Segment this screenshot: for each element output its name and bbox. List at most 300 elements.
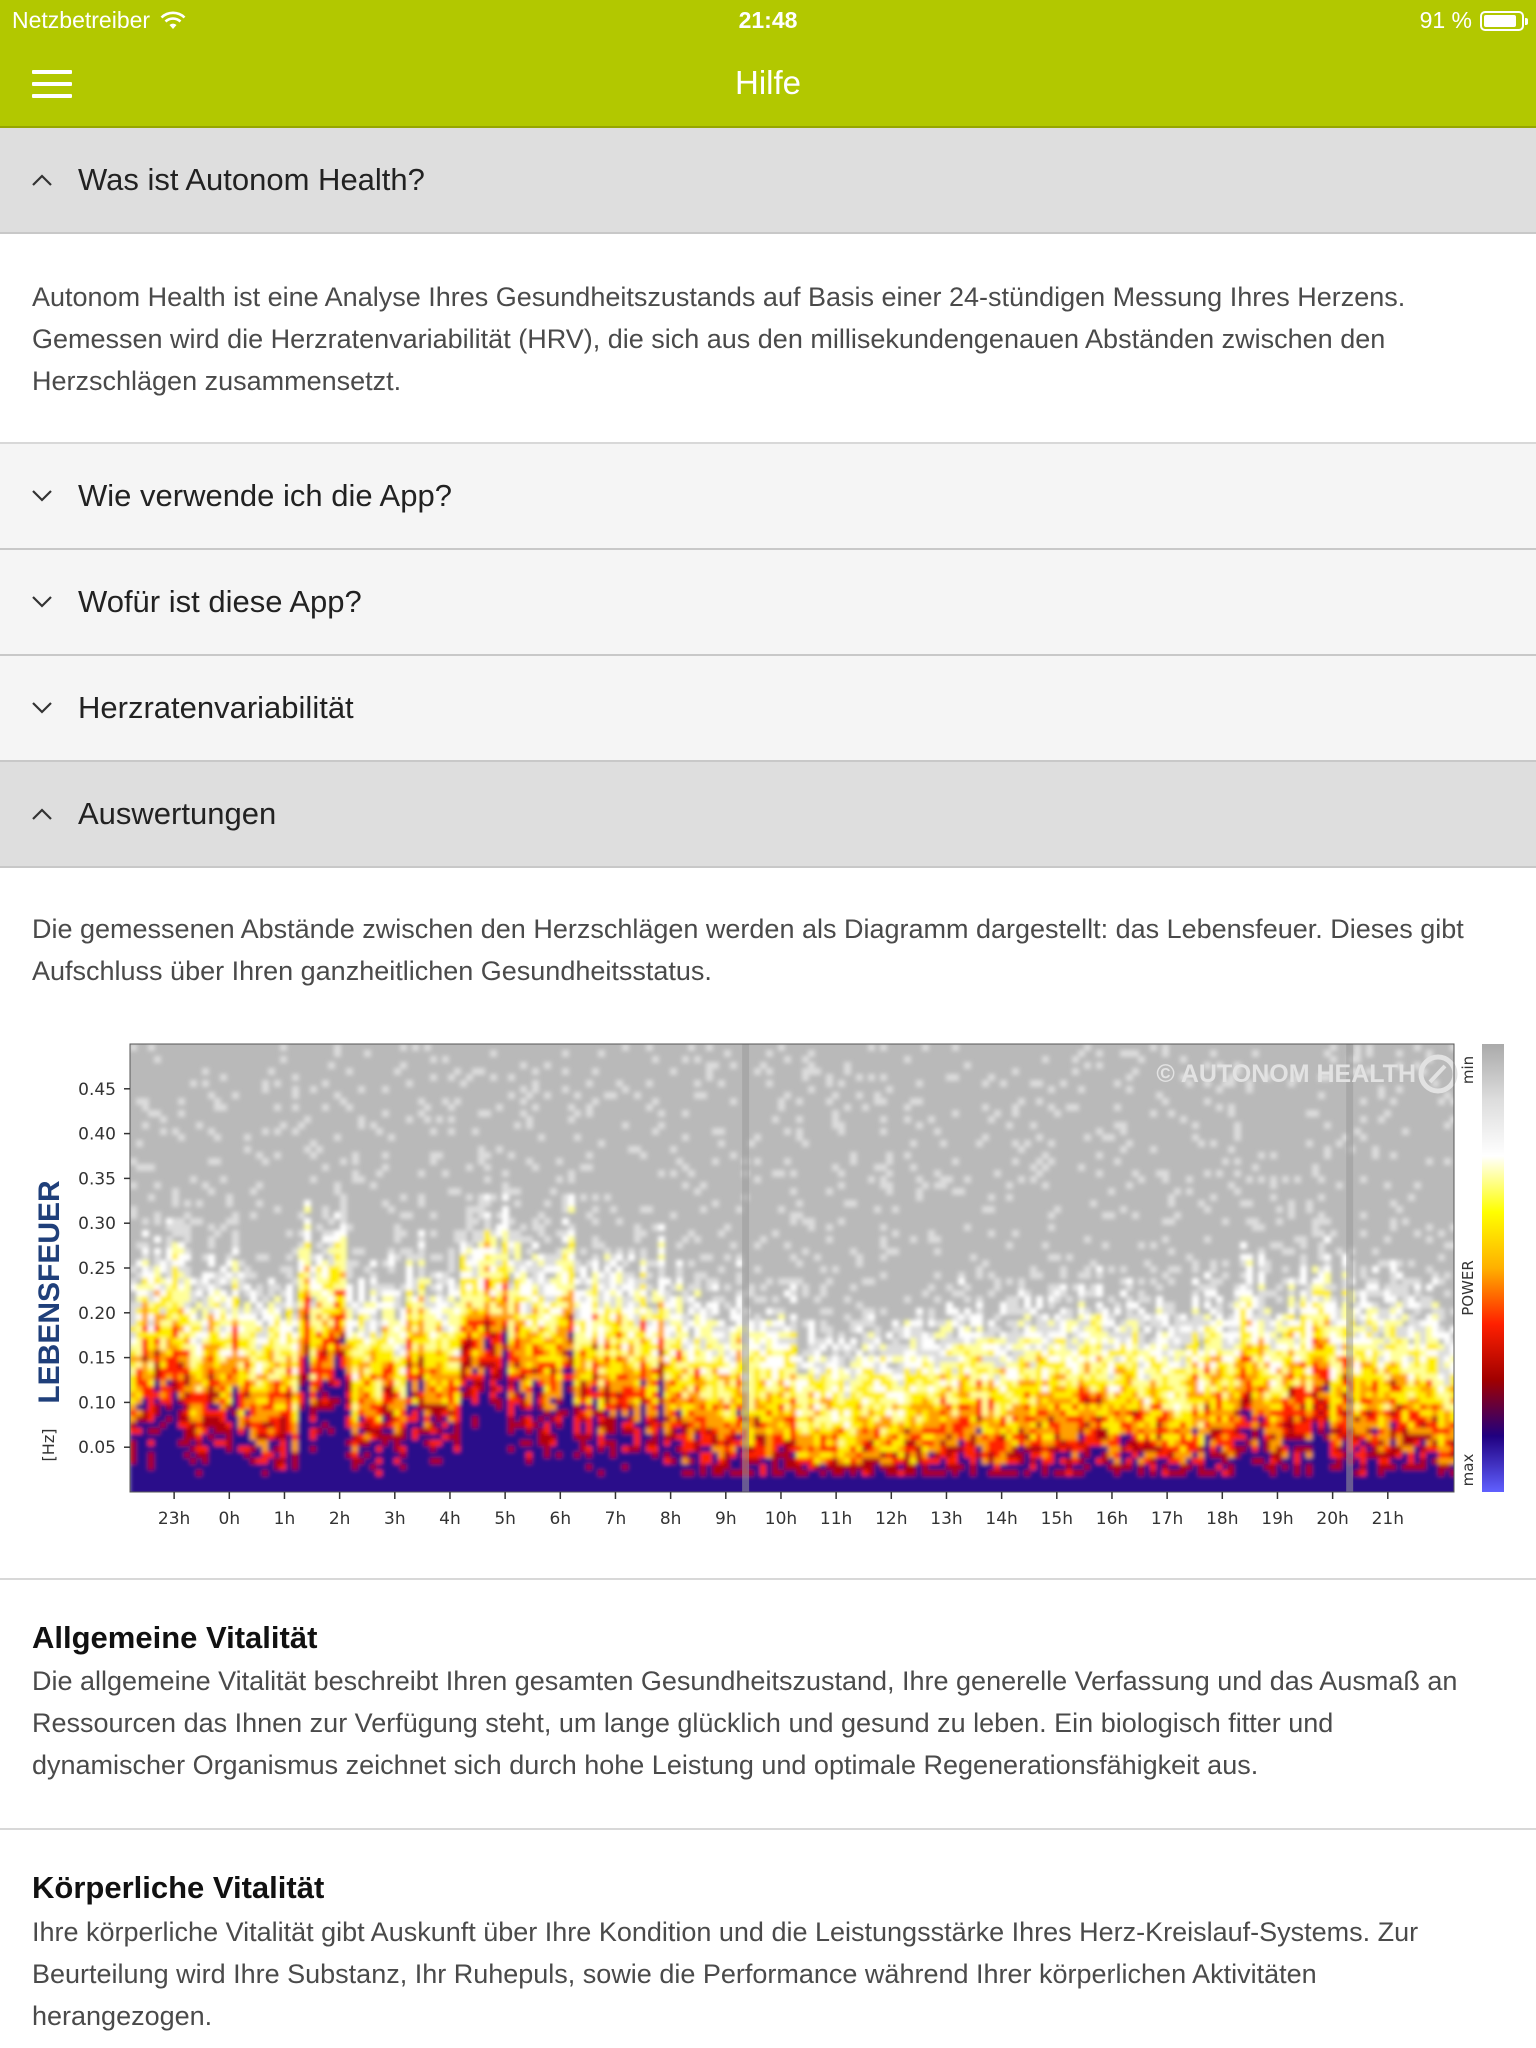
heatmap-cell [220, 1290, 227, 1297]
heatmap-cell [142, 1374, 149, 1381]
heatmap-cell [316, 1368, 323, 1375]
heatmap-cell [538, 1296, 545, 1303]
heatmap-cell [346, 1290, 353, 1297]
heatmap-cell [160, 1386, 167, 1393]
heatmap-cell [562, 1470, 569, 1477]
heatmap-cell [640, 1254, 647, 1261]
heatmap-cell [238, 1404, 245, 1411]
heatmap-cell [490, 1392, 497, 1399]
heatmap-cell [388, 1266, 395, 1273]
heatmap-cell [352, 1152, 359, 1159]
heatmap-cell [676, 1446, 683, 1453]
heatmap-cell [310, 1086, 317, 1093]
heatmap-cell [346, 1404, 353, 1411]
heatmap-cell [820, 1464, 827, 1471]
heatmap-cell [598, 1338, 605, 1345]
heatmap-cell [652, 1338, 659, 1345]
heatmap-cell [400, 1386, 407, 1393]
heatmap-cell [670, 1308, 677, 1315]
heatmap-cell [160, 1302, 167, 1309]
heatmap-cell [202, 1362, 209, 1369]
heatmap-cell [580, 1440, 587, 1447]
section-header-wie-verwende[interactable] [0, 444, 1536, 550]
heatmap-cell [358, 1392, 365, 1399]
heatmap-cell [136, 1398, 143, 1405]
heatmap-cell [562, 1356, 569, 1363]
heatmap-cell [778, 1476, 785, 1483]
heatmap-cell [310, 1464, 317, 1471]
heatmap-cell [544, 1362, 551, 1369]
heatmap-cell [766, 1320, 773, 1327]
heatmap-cell [406, 1326, 413, 1333]
heatmap-cell [274, 1380, 281, 1387]
heatmap-cell [766, 1416, 773, 1423]
heatmap-cell [694, 1362, 701, 1369]
heatmap-cell [682, 1056, 689, 1063]
heatmap-cell [520, 1410, 527, 1417]
heatmap-cell [166, 1236, 173, 1243]
heatmap-cell [430, 1368, 437, 1375]
heatmap-cell [376, 1440, 383, 1447]
heatmap-cell [316, 1428, 323, 1435]
heatmap-cell [418, 1332, 425, 1339]
heatmap-cell [358, 1398, 365, 1405]
heatmap-cell [664, 1332, 671, 1339]
heatmap-cell [358, 1458, 365, 1465]
heatmap-cell [520, 1326, 527, 1333]
heatmap-cell [406, 1356, 413, 1363]
heatmap-cell [850, 1386, 857, 1393]
heatmap-cell [478, 1338, 485, 1345]
heatmap-cell [148, 1422, 155, 1429]
heatmap-cell [844, 1368, 851, 1375]
section-header-auswertungen[interactable] [0, 762, 1536, 868]
heatmap-cell [154, 1314, 161, 1321]
heatmap-cell [472, 1476, 479, 1483]
heatmap-cell [664, 1422, 671, 1429]
heatmap-cell [340, 1326, 347, 1333]
heatmap-cell [820, 1320, 827, 1327]
heatmap-cell [490, 1356, 497, 1363]
heatmap-cell [262, 1446, 269, 1453]
heatmap-cell [634, 1440, 641, 1447]
heatmap-cell [670, 1338, 677, 1345]
heatmap-cell [820, 1458, 827, 1465]
heatmap-cell [154, 1482, 161, 1489]
heatmap-cell [586, 1080, 593, 1087]
heatmap-cell [856, 1416, 863, 1423]
heatmap-cell [376, 1356, 383, 1363]
heatmap-cell [190, 1464, 197, 1471]
heatmap-cell [604, 1482, 611, 1489]
heatmap-cell [694, 1332, 701, 1339]
heatmap-cell [202, 1302, 209, 1309]
heatmap-cell [154, 1422, 161, 1429]
heatmap-cell [214, 1338, 221, 1345]
heatmap-cell [172, 1200, 179, 1207]
heatmap-cell [718, 1404, 725, 1411]
heatmap-cell [232, 1248, 239, 1255]
heatmap-cell [412, 1284, 419, 1291]
heatmap-cell [430, 1386, 437, 1393]
heatmap-cell [166, 1326, 173, 1333]
heatmap-cell [562, 1416, 569, 1423]
heatmap-cell [388, 1446, 395, 1453]
heatmap-cell [412, 1392, 419, 1399]
heatmap-cell [706, 1308, 713, 1315]
heatmap-cell [694, 1302, 701, 1309]
heatmap-cell [400, 1380, 407, 1387]
heatmap-cell [256, 1386, 263, 1393]
heatmap-cell [616, 1326, 623, 1333]
heatmap-cell [502, 1410, 509, 1417]
heatmap-cell [304, 1440, 311, 1447]
heatmap-cell [460, 1380, 467, 1387]
heatmap-cell [232, 1404, 239, 1411]
heatmap-cell [814, 1374, 821, 1381]
heatmap-cell [604, 1422, 611, 1429]
heatmap-cell [472, 1350, 479, 1357]
heatmap-cell [784, 1092, 791, 1099]
heatmap-cell [178, 1464, 185, 1471]
heatmap-cell [538, 1398, 545, 1405]
heatmap-cell [382, 1422, 389, 1429]
heatmap-cell [790, 1350, 797, 1357]
heatmap-cell [460, 1278, 467, 1285]
heatmap-cell [136, 1410, 143, 1417]
heatmap-cell [202, 1386, 209, 1393]
heatmap-cell [406, 1260, 413, 1267]
heatmap-cell [424, 1380, 431, 1387]
heatmap-cell [844, 1458, 851, 1465]
section-header-was-ist[interactable] [0, 128, 1536, 234]
heatmap-cell [772, 1230, 779, 1237]
heatmap-cell [664, 1362, 671, 1369]
heatmap-cell [442, 1314, 449, 1321]
heatmap-cell [208, 1404, 215, 1411]
heatmap-cell [190, 1476, 197, 1483]
heatmap-cell [328, 1242, 335, 1249]
section-header-hrv[interactable] [0, 656, 1536, 762]
heatmap-cell [304, 1224, 311, 1231]
heatmap-cell [772, 1434, 779, 1441]
heatmap-cell [478, 1158, 485, 1165]
heatmap-cell [796, 1116, 803, 1123]
heatmap-cell [136, 1326, 143, 1333]
heatmap-cell [172, 1482, 179, 1489]
heatmap-cell [646, 1440, 653, 1447]
heatmap-cell [394, 1428, 401, 1435]
heatmap-cell [832, 1422, 839, 1429]
heatmap-cell [154, 1272, 161, 1279]
heatmap-cell [730, 1314, 737, 1321]
heatmap-cell [712, 1458, 719, 1465]
heatmap-cell [424, 1470, 431, 1477]
heatmap-cell [412, 1386, 419, 1393]
heatmap-cell [844, 1464, 851, 1471]
heatmap-cell [232, 1476, 239, 1483]
heatmap-cell [214, 1104, 221, 1111]
heatmap-cell [208, 1308, 215, 1315]
heatmap-cell [766, 1278, 773, 1285]
heatmap-cell [514, 1386, 521, 1393]
heatmap-cell [718, 1422, 725, 1429]
heatmap-cell [280, 1386, 287, 1393]
heatmap-cell [700, 1272, 707, 1279]
heatmap-cell [484, 1392, 491, 1399]
heatmap-cell [226, 1302, 233, 1309]
heatmap-cell [478, 1236, 485, 1243]
heatmap-cell [790, 1458, 797, 1465]
heatmap-cell [820, 1374, 827, 1381]
heatmap-cell [706, 1380, 713, 1387]
heatmap-cell [466, 1368, 473, 1375]
heatmap-cell [394, 1344, 401, 1351]
heatmap-cell [826, 1422, 833, 1429]
heatmap-cell [418, 1326, 425, 1333]
heatmap-cell [520, 1422, 527, 1429]
heatmap-cell [172, 1272, 179, 1279]
heatmap-cell [574, 1344, 581, 1351]
heatmap-cell [838, 1122, 845, 1129]
heatmap-cell [376, 1416, 383, 1423]
heatmap-cell [370, 1314, 377, 1321]
heatmap-cell [544, 1092, 551, 1099]
heatmap-cell [634, 1470, 641, 1477]
heatmap-cell [736, 1290, 743, 1297]
heatmap-cell [286, 1350, 293, 1357]
heatmap-cell [412, 1482, 419, 1489]
heatmap-cell [658, 1332, 665, 1339]
heatmap-cell [730, 1326, 737, 1333]
heatmap-cell [538, 1428, 545, 1435]
heatmap-cell [832, 1380, 839, 1387]
heatmap-cell [604, 1350, 611, 1357]
heatmap-cell [736, 1260, 743, 1267]
heatmap-cell [532, 1260, 539, 1267]
heatmap-cell [472, 1128, 479, 1135]
heatmap-cell [862, 1446, 869, 1453]
heatmap-cell [232, 1290, 239, 1297]
heatmap-cell [166, 1410, 173, 1417]
heatmap-cell [250, 1368, 257, 1375]
heatmap-cell [604, 1386, 611, 1393]
heatmap-cell [358, 1452, 365, 1459]
heatmap-cell [562, 1320, 569, 1327]
section-header-wofuer[interactable] [0, 550, 1536, 656]
heatmap-cell [586, 1104, 593, 1111]
heatmap-cell [406, 1080, 413, 1087]
heatmap-cell [526, 1356, 533, 1363]
heatmap-cell [850, 1422, 857, 1429]
heatmap-cell [484, 1194, 491, 1201]
heatmap-cell [274, 1320, 281, 1327]
heatmap-cell [442, 1434, 449, 1441]
heatmap-cell [802, 1434, 809, 1441]
heatmap-cell [196, 1446, 203, 1453]
heatmap-cell [226, 1404, 233, 1411]
heatmap-cell [418, 1434, 425, 1441]
heatmap-cell [430, 1404, 437, 1411]
heatmap-cell [184, 1248, 191, 1255]
heatmap-cell [334, 1476, 341, 1483]
heatmap-cell [250, 1464, 257, 1471]
heatmap-cell [610, 1362, 617, 1369]
heatmap-cell [154, 1350, 161, 1357]
heatmap-cell [436, 1470, 443, 1477]
heatmap-cell [550, 1254, 557, 1261]
heatmap-cell [382, 1326, 389, 1333]
heatmap-cell [484, 1296, 491, 1303]
heatmap-cell [436, 1434, 443, 1441]
heatmap-cell [412, 1464, 419, 1471]
heatmap-cell [136, 1422, 143, 1429]
heatmap-cell [610, 1434, 617, 1441]
heatmap-cell [448, 1428, 455, 1435]
heatmap-cell [796, 1464, 803, 1471]
heatmap-cell [652, 1260, 659, 1267]
heatmap-cell [586, 1482, 593, 1489]
heatmap-cell [376, 1290, 383, 1297]
heatmap-cell [196, 1350, 203, 1357]
heatmap-cell [160, 1356, 167, 1363]
heatmap-cell [844, 1104, 851, 1111]
heatmap-cell [622, 1086, 629, 1093]
heatmap-cell [286, 1464, 293, 1471]
heatmap-cell [298, 1338, 305, 1345]
heatmap-cell [340, 1428, 347, 1435]
heatmap-cell [568, 1392, 575, 1399]
heatmap-cell [394, 1236, 401, 1243]
heatmap-cell [424, 1422, 431, 1429]
heatmap-cell [544, 1218, 551, 1225]
heatmap-cell [394, 1422, 401, 1429]
heatmap-cell [640, 1284, 647, 1291]
heatmap-cell [826, 1428, 833, 1435]
heatmap-cell [514, 1368, 521, 1375]
heatmap-cell [718, 1350, 725, 1357]
heatmap-cell [376, 1368, 383, 1375]
heatmap-cell [790, 1476, 797, 1483]
heatmap-cell [274, 1296, 281, 1303]
heatmap-cell [340, 1248, 347, 1255]
heatmap-cell [382, 1152, 389, 1159]
heatmap-cell [322, 1236, 329, 1243]
heatmap-cell [334, 1386, 341, 1393]
heatmap-cell [688, 1356, 695, 1363]
heatmap-cell [370, 1260, 377, 1267]
heatmap-cell [712, 1374, 719, 1381]
heatmap-cell [568, 1476, 575, 1483]
heatmap-cell [454, 1320, 461, 1327]
heatmap-cell [424, 1410, 431, 1417]
heatmap-cell [328, 1410, 335, 1417]
heatmap-cell [568, 1368, 575, 1375]
heatmap-cell [262, 1392, 269, 1399]
heatmap-cell [202, 1416, 209, 1423]
heatmap-cell [808, 1470, 815, 1477]
heatmap-cell [706, 1062, 713, 1069]
heatmap-cell [640, 1482, 647, 1489]
heatmap-cell [442, 1272, 449, 1279]
heatmap-cell [406, 1332, 413, 1339]
heatmap-cell [256, 1200, 263, 1207]
heatmap-cell [310, 1332, 317, 1339]
heatmap-cell [532, 1284, 539, 1291]
heatmap-cell [652, 1326, 659, 1333]
heatmap-cell [334, 1272, 341, 1279]
heatmap-cell [184, 1332, 191, 1339]
heatmap-cell [190, 1398, 197, 1405]
heatmap-cell [442, 1344, 449, 1351]
heatmap-cell [292, 1374, 299, 1381]
heatmap-cell [808, 1476, 815, 1483]
heatmap-cell [682, 1374, 689, 1381]
heatmap-cell [598, 1470, 605, 1477]
heatmap-cell [652, 1290, 659, 1297]
heatmap-cell [154, 1110, 161, 1117]
heatmap-cell [700, 1338, 707, 1345]
heatmap-cell [334, 1044, 341, 1051]
heatmap-cell [862, 1434, 869, 1441]
heatmap-cell [358, 1434, 365, 1441]
heatmap-cell [718, 1326, 725, 1333]
heatmap-cell [640, 1476, 647, 1483]
heatmap-cell [154, 1464, 161, 1471]
heatmap-cell [460, 1284, 467, 1291]
heatmap-cell [520, 1302, 527, 1309]
heatmap-cell [508, 1392, 515, 1399]
heatmap-cell [616, 1368, 623, 1375]
heatmap-cell [328, 1350, 335, 1357]
heatmap-cell [868, 1074, 875, 1081]
heatmap-cell [826, 1458, 833, 1465]
heatmap-cell [586, 1476, 593, 1483]
heatmap-cell [424, 1464, 431, 1471]
heatmap-cell [346, 1482, 353, 1489]
heatmap-cell [130, 1320, 137, 1327]
heatmap-cell [292, 1446, 299, 1453]
heatmap-cell [190, 1452, 197, 1459]
heatmap-cell [454, 1350, 461, 1357]
heatmap-cell [700, 1470, 707, 1477]
heatmap-cell [436, 1476, 443, 1483]
heatmap-cell [328, 1368, 335, 1375]
heatmap-cell [304, 1332, 311, 1339]
heatmap-cell [622, 1470, 629, 1477]
heatmap-cell [250, 1482, 257, 1489]
heatmap-cell [490, 1422, 497, 1429]
heatmap-cell [160, 1368, 167, 1375]
heatmap-cell [526, 1122, 533, 1129]
heatmap-cell [178, 1110, 185, 1117]
heatmap-cell [334, 1458, 341, 1465]
heatmap-cell [376, 1320, 383, 1327]
heatmap-cell [586, 1404, 593, 1411]
heatmap-cell [328, 1344, 335, 1351]
heatmap-cell [736, 1314, 743, 1321]
heatmap-cell [442, 1302, 449, 1309]
heatmap-cell [520, 1110, 527, 1117]
heatmap-cell [676, 1422, 683, 1429]
heatmap-cell [292, 1458, 299, 1465]
heatmap-cell [298, 1332, 305, 1339]
heatmap-cell [622, 1482, 629, 1489]
heatmap-cell [196, 1464, 203, 1471]
heatmap-cell [208, 1350, 215, 1357]
heatmap-cell [646, 1320, 653, 1327]
heatmap-cell [226, 1482, 233, 1489]
